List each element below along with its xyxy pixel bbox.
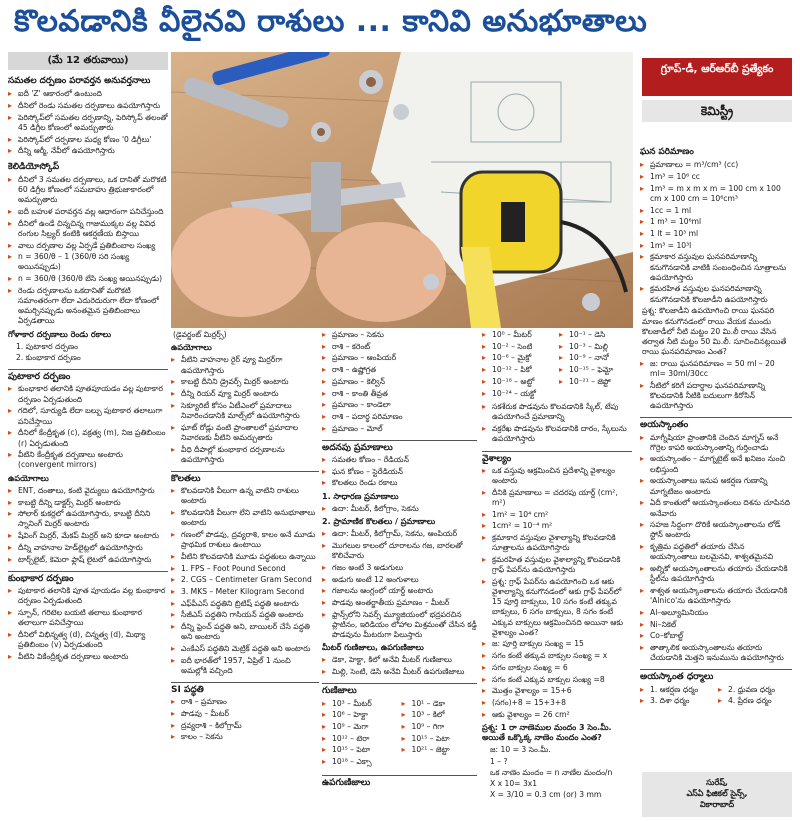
question: ప్రశ్న: కొలజాడీని ఉపయోగించి రాయి ఘనపరి మాణం కనుగొనడంలో రాయి వేయక ముందు కొలజాడీలో నీటి మట్టం 20 మి.లీ రాయి వేసిన తర్వాత నీటి మట్టం 50 మి.లీ. సూచించినట్లయితే రాయి ఘనపరిమాణం ఎంత? [642, 306, 787, 357]
bullet-list [640, 359, 792, 412]
list-item: ▸ కొలవడానికి వీలుగా లేని వాటిని అనుభూతాలు అంటారు [171, 508, 319, 528]
list-item: ▸ n = 360/θ – 1 (360/θ సరి సంఖ్య అయినప్పుడు) [8, 252, 168, 272]
list-item: ▸ 4. ప్రేరణ ధర్మం [718, 696, 792, 706]
answer-lines [482, 745, 632, 800]
numbered-list [8, 342, 168, 363]
list-item: ▸ ప్రమాణం – కాండెలా [322, 400, 477, 410]
author-title: ఎస్ఏ ఫిజికల్ సైన్స్, [686, 789, 748, 798]
list-item: ▸ దీనికి ప్రమాణాలు = చదరపు యార్డ్ (cm², m²) [482, 488, 632, 508]
list-item: ▸ పెరిస్కోప్‌లో సమతల దర్పణాన్ని, పెరిస్కోప్ తలంతో 45 డిగ్రీల కోణంలో అమర్చుతారు [8, 113, 168, 133]
author-location: వికారాబాద్ [699, 800, 735, 809]
question: ప్రశ్న: 1 రా నాణెముల మందం 3 సెం.మీ. అయితే ఒక్కొక్క నాణెం మందం ఎంత? [482, 722, 612, 743]
list-item: ▸ 1 m³ = 10⁶ml [640, 217, 792, 227]
list-item: ఒక నాణెం మందం = n నాణేల మందం/n [490, 767, 613, 777]
intro-line: (డైవర్జంట్ మిర్రర్స్) [173, 330, 227, 339]
list-item: ▸ 1m² = 10⁴ cm² [482, 510, 632, 520]
list-item: ▸ మాగ్నీషియా ప్రాంతానికి చెందిన మాగ్నస్ అనే గొర్రెల కాపరి అయస్కాంతాన్ని గుర్తించాడు [640, 433, 792, 453]
column-5 [640, 142, 792, 772]
section-title: సమతల దర్పణం పరావర్తన అనువర్తనాలు [8, 76, 151, 87]
list-item: ▸ గణంలో పొడవు, ద్రవ్యరాశి, కాలం అనే మూడు ప్రాథమిక రాశులు ఉంటాయి [171, 530, 319, 550]
list-item: ▸ సహజ సిద్ధంగా దొరికే అయస్కాంతాలను లోడ్ స్టోన్ అంటారు [640, 520, 792, 540]
section-title: మీటర్ గుణిజాలు, ఉపగుణిజాలు [322, 643, 424, 653]
list-item: ▸ ప్రమాణం – కెల్విన్ [322, 377, 477, 387]
list-item: జ: 10 = 3 సెం.మీ. [490, 745, 551, 755]
section-title: అదనపు ప్రమాణాలు [322, 440, 477, 453]
list-item: ▸ ఫ్రాన్స్‌లోని సెవర్స్ మ్యూజియంలో భద్రపరచిన ప్లాటినం, ఇరిడియం లోహాల మిశ్రమంతో చేసిన కడ్డీ పొడవును మీటరుగా పిలుస్తారు [322, 610, 477, 641]
list-item: ▸ గజాలను ఆంగ్లంలో యార్డ్ అంటారు [322, 586, 477, 596]
list-item: ▸ రాశి – పదార్థ పరిమాణం [322, 412, 477, 422]
list-item: ▸ అయస్కాంతం – మాగ్నటైట్ అనే ఖనిజం నుంచి లభిస్తుంది [640, 454, 792, 474]
list-item: ▸ వీధి దీపాల్లో కుంభాకార దర్పణాలను ఉపయోగిస్తారు [171, 445, 319, 465]
list-item: ▸ సగం కంటే ఎక్కువ బాక్సుల సంఖ్య =8 [482, 675, 632, 685]
list-item: ▸ ద్రవ్యరాశి – కిలోగ్రామ్ [171, 721, 319, 731]
list-item: ▸ జ: పూర్తి బాక్సుల సంఖ్య = 15 [482, 639, 632, 649]
list-item: ▸ దీన్ని ఆర్మీ, నేవీలో ఉపయోగిస్తారు [8, 146, 168, 156]
list-item: ▸ ఆకు వైశాల్యం = 26 cm² [482, 710, 632, 720]
list-item: ▸ వాలు దర్పణాల వల్ల ఏర్పడే ప్రతిబింబాల సంఖ్య [8, 241, 168, 251]
column-1 [8, 52, 168, 817]
list-item: ▸ ఐదీ బహుళ పరావర్తన వల్ల ఆధారంగా పనిచేస్తుంది [8, 207, 168, 217]
list-item: ▸ అయస్కాంతాలు ఇనుప ఆకర్షణ గుణాన్ని మాగ్నటిజం అంటారు [640, 476, 792, 496]
list-item: ▸ దీనిలో కేంద్రీకృత (c), వక్రత్వ (m), నిజ ప్రతిబింబం (r) ఏర్పడుతుంది [8, 428, 168, 448]
list-item: ▸ దీనిలో విభిన్నత్వ (d), చిన్నత్వ (d), మిథ్యా ప్రతిబింబం (v) ఏర్పడుతుంది [8, 630, 168, 650]
section-title: గోళాకార దర్పణాలు రెండు రకాలు [8, 329, 111, 339]
list-item: ▸ కాబట్టి దీనిని డ్రైవర్స్ మిర్రర్ అంటారు [171, 377, 319, 387]
list-item: ▸ సోలార్ కుకర్లలో ఉపయోగిస్తారు, కాబట్టి దీనిని స్నానింగ్ మిర్రర్ అంటారు [8, 509, 168, 529]
list-item: ▸ పెరిస్కోప్‌లో దర్పణాల మధ్య కోణం '0 డిగ్రీలు' [8, 135, 168, 145]
list-item: ▸ 2. CGS – Centimeter Gram Second [171, 575, 319, 585]
column-3 [322, 330, 477, 817]
prefix-entry: ▸ 10²¹ – జెట్టా [402, 745, 478, 755]
list-item: X = 3/10 = 0.3 cm (or) 3 mm [490, 790, 602, 800]
section-title: కొలతలు [171, 471, 319, 484]
subject-label: కెమిస్ట్రీ [642, 100, 792, 122]
list-item: ▸ ప్రమాణాలు = m³/cm³ (cc) [640, 160, 792, 170]
date-tag: (మే 12 తరువాయి) [8, 52, 168, 70]
prefix-entry: ▸ 10¹² – టెరా [322, 734, 398, 744]
list-item: ▸ ఏదీ కాంతులో అయస్కాంతంలు దిశను చూపినది అనేవారు [640, 498, 792, 518]
list-item: ▸ దీన్ని ఫ్రెంచ్ పద్ధతి అని, బాయిలర్ చేసే పద్ధతి అని అంటారు [171, 622, 319, 642]
list-item: ▸ దీనిలో రెండు సమతల దర్పణాలు ఉపయోగిస్తారు [8, 101, 168, 111]
list-item: ▸ 1 lt = 10³ ml [640, 229, 792, 239]
list-item: ▸ తాత్కాలిక అయస్కాంతాలను తయారు చేయడానికి మెత్తని ఇనుమును ఉపయోగిస్తారు [640, 643, 792, 663]
list-item: ▸ 1m³ = m x m x m = 100 cm x 100 cm x 100 cm = 10⁶cm³ [640, 184, 792, 204]
list-item: ▸ ప్రమాణం – సెకను [322, 330, 477, 340]
prefix-entry: ▸ 10⁻⁶ – మైక్రో [482, 353, 555, 363]
list-item: ▸ సగం కంటే తక్కువ బాక్సుల సంఖ్య = x [482, 651, 632, 661]
prefix-table [322, 699, 477, 769]
list-item: ▸ రాశి – ప్రమాణం [171, 697, 319, 707]
prefix-entry: ▸ 10¹⁸ – ఎక్సా [322, 757, 398, 767]
list-item: ▸ 1cm² = 10⁻⁴ m² [482, 521, 632, 531]
list-item: ▸ వీటిని కేంద్రీకృత దర్పణాలు అంటారు (convergent mirrors) [8, 450, 168, 470]
prefix-entry: ▸ 10³ – కిలో [402, 710, 478, 720]
author-byline [642, 772, 792, 817]
list-item: ▸ Al–అల్యూమినియం [640, 608, 792, 618]
list-item: ▸ ఉదా: మీటర్, కిలోగ్రాం, సెకను [322, 504, 477, 514]
list-item: ▸ దీన్ని రియర్ వ్యూ మిర్రర్ అంటారు [171, 389, 319, 399]
list-item: ▸ డెకా, హెక్టా, కిలో అనేవి మీటర్ గుణిజాలు [322, 655, 477, 665]
list-item: ▸ ఎంకేఎస్ పద్ధతిని మెట్రిక్ పద్ధతి అని అంటారు [171, 644, 319, 654]
prefix-entry: ▸ 10⁻²¹ – జెప్టో [559, 377, 632, 387]
list-item: ▸ జ: రాయి ఘనపరిమాణం = 50 ml – 20 ml= 30ml/30cc [640, 359, 792, 379]
list-item: ▸ నీటిలో కరిగే పదార్థాల ఘనపరిమాణాన్ని కొలవడానికి నీటికి బదులుగా కిరోసిన్ ఉపయోగిస్తారు [640, 381, 792, 412]
list-item: ▸ ప్రమాణం – ఆంపియర్ [322, 353, 477, 363]
list-item: ▸ కాబట్టి దీన్ని డాక్టర్స్ మిర్రర్ అంటారు [8, 498, 168, 508]
bullet-list [482, 466, 632, 720]
list-item: ▸ 1. FPS – Foot Pound Second [171, 564, 319, 574]
bullet-list [8, 586, 168, 662]
list-item: ▸ పుటాకార తలానికి పూత పూయడం వల్ల కుంభాకార దర్పణం ఏర్పడుతుంది [8, 586, 168, 606]
section-title: 1. సాధారణ ప్రమాణాలు [322, 491, 399, 501]
list-item: ▸ ప్రమాణం – మోల్ [322, 424, 477, 434]
prefix-entry: ▸ 10⁻¹² – పికో [482, 365, 555, 375]
list-item: ▸ ఘన కోణం – స్టెరేడియన్ [322, 467, 477, 477]
list-item: ▸ ఐదీ భారత్‌లో 1957, ఏప్రిల్ 1 నుంచి అమల్లోకి వచ్చింది [171, 656, 319, 676]
section-title: ఉపయోగాలు [171, 343, 212, 353]
list-item: ▸ ప్రశ్న: గ్రాఫ్ పేపర్‌ను ఉపయోగించి ఒక ఆకు వైశాల్యాన్ని కనుగొనడంలో ఆకు గ్రాఫ్ పేపర్‌లో 15 పూర్తి బాక్సులు, 10 సగం కంటే తక్కువ బాక్సులు, 6 సగం బాక్సులు, 8 సగం కంటే ఎక్కువ బాక్సులు ఆక్రమించినది అయినా ఆకు వైశాల్యం ఎంత? [482, 577, 632, 638]
list-item: ▸ రాశి – కాంతి తీవ్రత [322, 389, 477, 399]
list-item: ▸ మిల్లి, సెంటి, డెసి అనేవి మీటర్ ఉపగుణిజాలు [322, 667, 477, 677]
list-item: ▸ అడుగు అంటే 12 అంగుళాలు [322, 575, 477, 585]
prefix-entry: ▸ 10⁹ – గిగా [402, 722, 478, 732]
bullet-list [171, 355, 319, 465]
list-item: ▸ వీటిని వికేంద్రీకృత దర్పణాలు అంటారు [8, 652, 168, 662]
prefix-entry: ▸ 10⁶ – హెక్టా [322, 710, 398, 720]
list-item: 1 – ? [490, 756, 508, 766]
prefix-entry: ▸ 10⁻¹⁸ – అట్టో [482, 377, 555, 387]
list-item: ▸ ఘాట్ రోడ్లు వంటి ప్రాంతాలలో ప్రమాదాల నివారణకు వీటిని అమర్చుతారు [171, 423, 319, 443]
list-item: ▸ Ni–నికెల్ [640, 620, 792, 630]
prefix-entry: ▸ 10⁻¹ – డెసి [559, 330, 632, 340]
section-title: గుణిజాలు [322, 683, 477, 696]
prefix-entry: ▸ 10⁹ – మెగా [322, 722, 398, 732]
list-item: ▸ దీన్ని వాహనాల హెడ్‌లైట్లలో ఉపయోగిస్తారు [8, 543, 168, 553]
bullet-list [8, 384, 168, 470]
exam-badge: గ్రూప్-డీ, ఆర్ఆర్‌బీ ప్రత్యేకం [642, 58, 792, 96]
prefix-entry: ▸ 10⁻⁹ – నానో [559, 353, 632, 363]
list-item: ▸ (సగం)+8 = 15+3+8 [482, 698, 632, 708]
prefix-entry: ▸ 10⁻² – సెంటి [482, 342, 555, 352]
section-title: అయస్కాంతం [640, 417, 792, 430]
bullet-list [8, 486, 168, 565]
list-item: ▸ కొలతలు రెండు రకాలు [322, 478, 477, 488]
list-item: ▸ 1m³ = 10⁶ cc [640, 172, 792, 182]
list-item: ▸ ENT, దంతాలు, కంటి వైద్యులు ఉపయోగిస్తారు [8, 486, 168, 496]
prefix-entry: ▸ 10⁻³ – మిల్లి [559, 342, 632, 352]
list-item: ▸ క్రమరహిత వస్తువుల వైశాల్యాన్ని కొలవడానికి గ్రాఫ్ పేపర్‌ను ఉపయోగిస్తారు [482, 555, 632, 575]
section-title: పుటాకార దర్పణం [8, 369, 168, 382]
list-item: ▸ మొగలుల కాలంలో దూరాలను గజ, బారలతో కొలిచేవారు [322, 541, 477, 561]
list-item: ▸ గజం అంటే 3 అడుగులు [322, 563, 477, 573]
list-item: ▸ 1m³ = 10³l [640, 241, 792, 251]
section-title: 2. ప్రామాణిక కొలతలు / ప్రమాణాలు [322, 517, 436, 527]
bullet-list [171, 486, 319, 676]
prefix-entry: ▸ 10¹⁵ – పెటా [402, 734, 478, 744]
list-item: ▸ కృత్రిమ పద్ధతిలో తయారు చేసిన అయస్కాంతాలు బలమైనవి, శాశ్వతమైనవి [640, 542, 792, 562]
list-item: ▸ వీటిని కొలవడానికి మూడు పద్ధతులు ఉన్నాయి [171, 552, 319, 562]
list-item: ▸ 3. దిశా ధర్మం [640, 696, 714, 706]
bullet-list [322, 330, 477, 434]
bullet-list [640, 433, 792, 664]
list-item: ▸ 3. MKS – Meter Kilogram Second [171, 587, 319, 597]
list-item: ▸ వీటిని వాహనాల రైర్ వ్యూ మిర్రర్‌గా ఉపయోగిస్తారు [171, 355, 319, 375]
author-name: సురేష్, [706, 778, 728, 787]
bullet-list [8, 89, 168, 156]
prefix-table [482, 330, 632, 400]
section-title: ఘన పరిమాణం [640, 147, 694, 157]
list-item: 1. పుటాకార దర్పణం [16, 341, 79, 351]
list-item: ▸ దీనిలో 3 సమతల దర్పణాలు, ఒక దానితో మరొకటి 60 డిగ్రీల కోణంలో సమబాహు త్రిభుజాకారంలో అమర్చుతారు [8, 175, 168, 206]
calipers-tape-measure-photo [171, 52, 633, 328]
section-title: కుంభాకార దర్పణం [8, 571, 168, 584]
list-item: ▸ సెక్యూరిటీ కోసం ఏటీఎంలో ప్రమాదాలు నివారించడానికి మాల్స్‌లో ఉపయోగిస్తారు [171, 401, 319, 421]
prefix-entry: ▸ 10⁻¹⁵ – ఫెమ్టో [559, 365, 632, 375]
bullet-list [8, 175, 168, 327]
list-item: ▸ దీనిలో ఉండే చిన్నచిన్న గాజుముక్కల వల్ల వివిధ రంగుల సిల్ర్యర్ కంటికి ఆకర్షణీయ బిస్తాయి [8, 219, 168, 239]
bullet-list [322, 655, 477, 677]
list-item: ▸ కాలం – సెకను [171, 732, 319, 742]
bullet-list [171, 697, 319, 742]
list-item: ▸ క్రమాకార వస్తువుల ఘనపరిమాణాన్ని కనుగొనడానికి వాటికి సంబంధించిన సూత్రాలను ఉపయోగిస్తారు [640, 252, 792, 283]
list-item: X x 10= 3x1 [490, 778, 538, 788]
list-item: ▸ స్పూన్, గరిటెల బయటి తలాలు కుంభాకార తలాలుగా పనిచేస్తాయి [8, 608, 168, 628]
list-item: ▸ పొడవు – మీటర్ [171, 709, 319, 719]
bullet-list [322, 529, 477, 640]
section-title: వైశాల్యం [482, 451, 632, 464]
prefix-entry: ▸ 10³ – మీటర్ [322, 699, 398, 709]
list-item: ▸ పొడవు అంతర్జాతీయ ప్రమాణం – మీటర్ [322, 598, 477, 608]
list-item: ▸ సీజీఎస్ పద్ధతిని గాసియన్ పద్ధతి అంటారు [171, 610, 319, 620]
column-4 [482, 330, 632, 817]
bullet-list [322, 455, 477, 489]
list-item: ▸ రాశి – కరెంట్ [322, 342, 477, 352]
list-item: ▸ Co–కోబాల్ట్ [640, 631, 792, 641]
section-title: SI పద్ధతి [171, 682, 319, 695]
properties-list [640, 685, 792, 708]
section-title: అయస్కాంత ధర్మాలు [640, 669, 792, 682]
list-item: ▸ టార్చ్‌లైట్, కెమెరా ఫ్లాష్ లైటలో ఉపయోగిస్తారు [8, 555, 168, 565]
list-item: ▸ కుంభాకార తలానికి పూతపూయడం వల్ల పుటాకార దర్పణం ఏర్పడుతుంది [8, 384, 168, 404]
list-item: ▸ సమతల కోణం – రేడియన్ [322, 455, 477, 465]
list-item: 2. కుంభాకార దర్పణం [16, 353, 81, 363]
list-item: ▸ n = 360/θ (360/θ బేసి సంఖ్య అయినప్పుడు) [8, 274, 168, 284]
bullet-list [322, 504, 477, 514]
list-item: ▸ 1cc = 1 ml [640, 206, 792, 216]
list-item: ▸ 2. ధ్రువణ ధర్మం [718, 685, 792, 695]
section-title: ఉపగుణిజాలు [322, 775, 477, 788]
list-item: ▸ రెండు దర్పణాలను ఒకదానితో మరొకటి సమాంతరంగా లేదా ఎదురెదురుగా లేదా కోణంలో అమర్చినప్పుడు అనంతమైన ప్రతిబింబాలు ఏర్పడతాయి [8, 286, 168, 327]
list-item: ▸ సగం బాక్సుల సంఖ్య = 6 [482, 663, 632, 673]
list-item: ▸ ఐదీ 'Z' ఆకారంలో ఉంటుంది [8, 89, 168, 99]
list-item: ▸ షేవింగ్ మిర్రర్, మేకప్ మిర్రర్ అని కూడా అంటారు [8, 531, 168, 541]
section-title: ఉపయోగాలు [8, 473, 49, 483]
list-item: ▸ మొత్తం వైశాల్యం = 15+6 [482, 686, 632, 696]
prefix-entry: ▸ 10¹⁵ – పెటా [322, 745, 398, 755]
list-item: ▸ సకశేరుక పొడవును కొలవడానికి స్కేల్, టేపు ఉపయోగించే ప్రమాణాన్ని [482, 402, 632, 422]
list-item: ▸ కొలవడానికి వీలుగా ఉన్న వాటిని రాశులు అంటారు [171, 486, 319, 506]
list-item: ▸ ఉదా: మీటర్, కిలోగ్రామ్, సెకను, ఆంపియర్ [322, 529, 477, 539]
list-item: ▸ రాశి – ఉష్ణోగ్రత [322, 365, 477, 375]
list-item: ▸ క్రమాకార వస్తువుల వైశాల్యాన్ని కొలవడానికి సూత్రాలను ఉపయోగిస్తారు [482, 533, 632, 553]
list-item: ▸ 1. ఆకర్షణ ధర్మం [640, 685, 714, 695]
list-item: ▸ శాశ్వత అయస్కాంతాలను తయారు చేయడానికి 'Alnico'ను ఉపయోగిస్తారు [640, 586, 792, 606]
bullet-list [482, 402, 632, 444]
column-2 [171, 330, 319, 817]
prefix-entry: ▸ 10¹ – డెకా [402, 699, 478, 709]
list-item: ▸ గదిలో, సూర్యుడి లేదా బల్బు పుటాకార తలాలుగా పనిచేస్తాయి [8, 406, 168, 426]
list-item: ▸ ఒక వస్తువు ఆక్రమించిన ప్రదేశాన్ని వైశాల్యం అంటారు [482, 466, 632, 486]
list-item: ▸ ఎఫ్‌పీఎస్ పద్ధతిని బ్రిటిష్ పద్ధతి అంటారు [171, 599, 319, 609]
list-item: ▸ వక్రరేఖ పొడవును కొలవడానికి దారం, స్కేలును ఉపయోగిస్తారు [482, 424, 632, 444]
bullet-list [640, 160, 792, 305]
page-headline: కొలవడానికి వీలైనవి రాశులు ... కానివి అనుభూతాలు [14, 4, 648, 39]
prefix-entry: ▸ 10⁻²⁴ – యక్టో [482, 389, 555, 399]
prefix-entry: ▸ 10⁰ – మీటర్ [482, 330, 555, 340]
list-item: ▸ క్రమరహిత వస్తువుల ఘనపరిమాణాన్ని కనుగొనడానికి కొలజాడీని ఉపయోగిస్తారు [640, 284, 792, 304]
list-item: ▸ అల్నికో అయస్కాంతాలను తయారు చేయడానికి స్టీల్‌ను ఉపయోగిస్తారు [640, 564, 792, 584]
section-title: కెలిడియోస్కోప్ [8, 161, 60, 172]
